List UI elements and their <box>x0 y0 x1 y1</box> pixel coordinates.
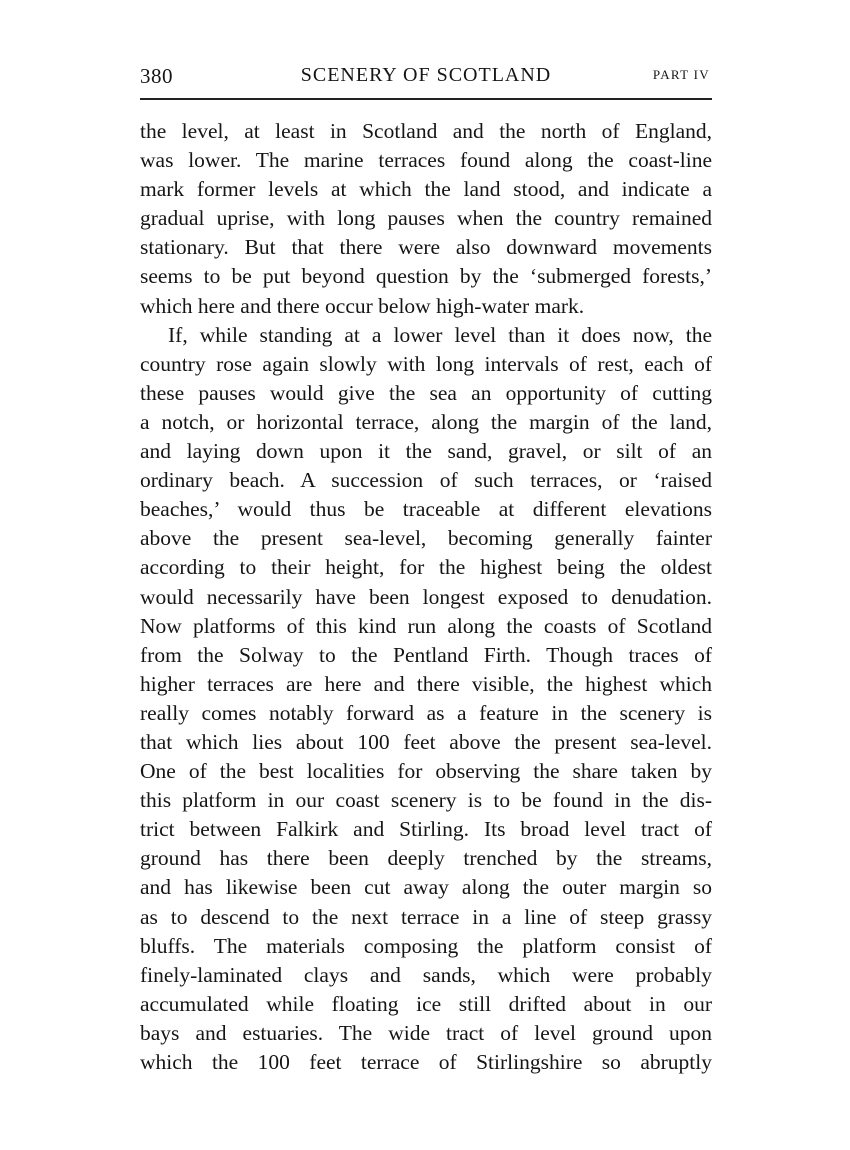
text-line: would necessarily have been longest exposed to denudation. <box>140 584 712 609</box>
text-line: was lower. The marine terraces found along the coast-line <box>140 148 712 173</box>
text-line: ordinary beach. A succession of such terraces, or ‘raised <box>140 468 712 493</box>
text-line: higher terraces are here and there visible, the highest which <box>140 671 712 696</box>
text-line: mark former levels at which the land stood, and indicate a <box>140 177 712 202</box>
text-line: a notch, or horizontal terrace, along the margin of the land, <box>140 409 712 434</box>
text-line: these pauses would give the sea an opportunity of cutting <box>140 380 712 405</box>
text-line: and laying down upon it the sand, gravel, or silt of an <box>140 439 712 464</box>
text-line: above the present sea-level, becoming generally fainter <box>140 526 712 551</box>
text-line: the level, at least in Scotland and the north of England, <box>140 119 712 143</box>
body-text <box>140 117 712 1077</box>
text-line: beaches,’ would thus be traceable at different elevations <box>140 497 712 522</box>
text-line: bluffs. The materials composing the platform consist of <box>140 933 712 958</box>
text-line: really comes notably forward as a feature in the scenery is <box>140 700 712 725</box>
running-title: SCENERY OF SCOTLAND <box>300 64 552 86</box>
part-label: PART IV <box>652 67 710 82</box>
text-line: and has likewise been cut away along the outer margin so <box>140 875 712 900</box>
text-line: that which lies about 100 feet above the present sea-level. <box>140 729 712 754</box>
text-line: ground has there been deeply trenched by the streams, <box>140 846 712 871</box>
page-number: 380 <box>140 64 173 88</box>
paragraph-first-line: If, while standing at a lower level than it does now, the <box>168 322 712 347</box>
text-line: finely-laminated clays and sands, which were probably <box>140 962 712 987</box>
running-head <box>140 64 712 92</box>
text-line: from the Solway to the Pentland Firth. Though traces of <box>140 642 712 667</box>
text-line: which here and there occur below high-water mark. <box>140 293 585 318</box>
text-line: trict between Falkirk and Stirling. Its broad level tract of <box>140 817 712 842</box>
text-line: gradual uprise, with long pauses when the country remained <box>140 206 712 231</box>
text-line: bays and estuaries. The wide tract of level ground upon <box>140 1020 712 1045</box>
text-line: this platform in our coast scenery is to be found in the dis- <box>140 788 712 813</box>
text-line: seems to be put beyond question by the ‘submerged forests,’ <box>140 264 712 289</box>
text-line: Now platforms of this kind run along the coasts of Scotland <box>140 613 712 638</box>
text-line: country rose again slowly with long intervals of rest, each of <box>140 351 712 376</box>
header-rule <box>140 98 712 100</box>
text-line: according to their height, for the highest being the oldest <box>140 555 712 580</box>
text-line: One of the best localities for observing the share taken by <box>140 759 712 784</box>
text-line: accumulated while floating ice still drifted about in our <box>140 991 712 1016</box>
text-line: which the 100 feet terrace of Stirlingshire so abruptly <box>140 1050 712 1074</box>
text-line: as to descend to the next terrace in a line of steep grassy <box>140 904 712 929</box>
text-line: stationary. But that there were also downward movements <box>140 235 712 260</box>
